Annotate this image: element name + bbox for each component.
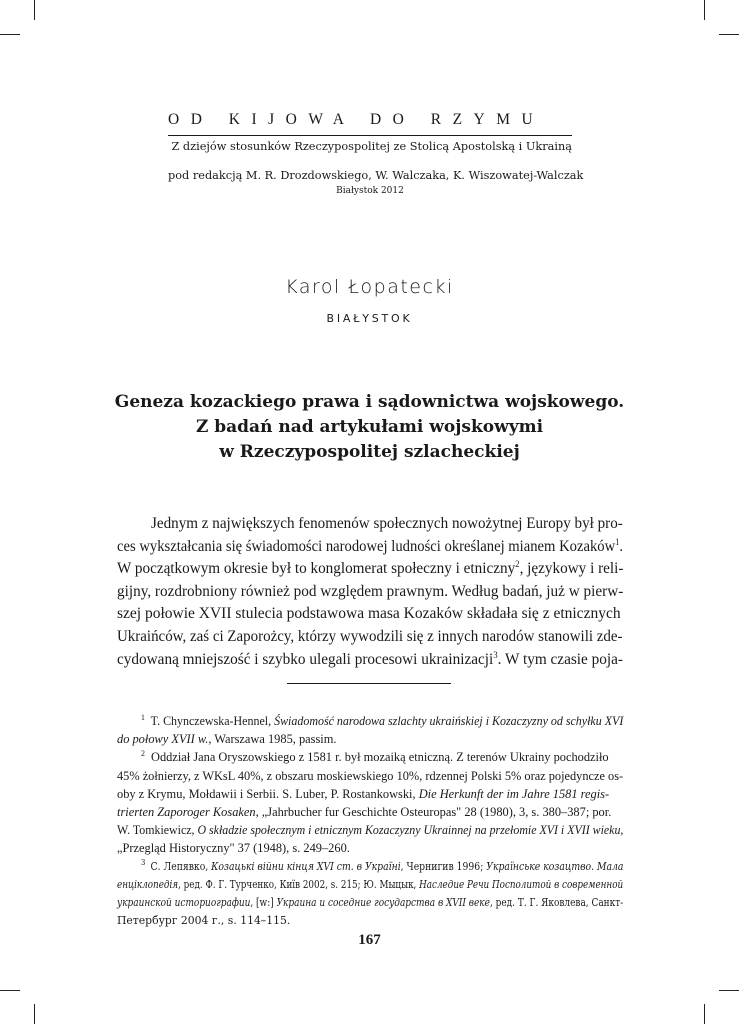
body-line: W początkowym okresie był to konglomerat społeczny i etniczny$^2$, językowy i reli- [117, 559, 624, 578]
body-line: Jednym z największych fenomenów społecznych nowożytnej Europy był pro- [151, 515, 623, 532]
footnotes [117, 712, 623, 930]
author-name: Karol Łopatecki [285, 276, 454, 298]
article-title-line: Geneza kozackiego prawa i sądownictwa wojskowego. [114, 392, 625, 412]
footnote-line: „Przegląd Historyczny" 37 (1948), s. 249–260. [117, 841, 350, 856]
page-number: 167 [358, 932, 381, 948]
footnote-line: W. Tomkiewicz, O składzie społecznym i etnicznym Kozaczyzny Ukrainnej na przełomie XVI i XVII wieku, [117, 823, 624, 838]
footnote-line: $^2$ Oddział Jana Oryszowskiego z 1581 r. był mozaiką etniczną. Z terenów Ukrainy pochodziło [141, 749, 609, 765]
article-title [80, 390, 659, 465]
body-line: cydowaną mniejszość i szybko ulegali procesowi ukrainizacji$^3$. W tym czasie poja- [117, 649, 623, 668]
footnote-line: украинской историографии, [w:] Украина и соседние государства в XVII веке, ред. Т. Г. Яковлева, Санкт- [117, 896, 624, 910]
series-title: OD KIJOWA DO RZYMU [168, 111, 545, 128]
footnote-line: $^3$ С. Лепявко, Козацькі війни кінця XVI ст. в Україні, Чернигив 1996; Українське козацтво. Мала [141, 858, 624, 873]
footnote-line: do połowy XVII w., Warszawa 1985, passim. [117, 732, 337, 747]
body-text [117, 513, 623, 671]
footnote-ref: 2 [515, 559, 520, 570]
body-line: szej połowie XVII stulecia podstawowa masa Kozaków składała się z etnicznych [117, 605, 621, 623]
footnote-separator [287, 683, 451, 684]
crop-mark [719, 990, 739, 991]
article-title-line: Z badań nad artykułami wojskowymi [195, 417, 544, 437]
crop-mark [34, 0, 35, 20]
crop-mark [0, 34, 20, 35]
editors-line: pod redakcją M. R. Drozdowskiego, W. Walczaka, K. Wiszowatej-Walczak [168, 169, 584, 182]
series-subtitle: Z dziejów stosunków Rzeczypospolitej ze Stolicą Apostolską i Ukrainą [171, 140, 572, 153]
crop-mark [704, 0, 705, 20]
crop-mark [704, 1004, 705, 1024]
author-affiliation: BIAŁYSTOK [326, 312, 413, 325]
footnote-ref: 3 [493, 649, 498, 660]
series-rule [168, 135, 572, 136]
series-header [168, 110, 584, 196]
place-year: Białystok 2012 [336, 186, 404, 196]
footnote-ref: 1 [615, 536, 620, 547]
footnote-line: 45% żołnierzy, z WKsL 40%, z obszaru moskiewskiego 10%, rdzennej Polski 5% oraz pojedyncze os- [117, 768, 624, 783]
footnote-line: енціклопедія, ред. Ф. Г. Турченко, Київ 2002, s. 215; Ю. Мыцык, Наследие Речи Посполитой в современной [117, 877, 624, 891]
body-line: gijny, rozdrobniony również pod względem prawnym. Według badań, już w pierw- [117, 582, 624, 600]
body-line: ces wykształcania się świadomości narodowej ludności określanej mianem Kozaków$^1$. [117, 536, 624, 555]
footnote-line: $^1$ T. Chynczewska-Hennel, Świadomość narodowa szlachty ukraińskiej i Kozaczyzny od schyłku XVI [141, 712, 624, 728]
article-title-line: w Rzeczypospolitej szlacheckiej [219, 442, 520, 462]
footnote-line: oby z Krymu, Mołdawii i Serbii. S. Luber, P. Rostankowski, Die Herkunft der im Jahre 1581 regis- [117, 786, 610, 801]
crop-mark [719, 34, 739, 35]
crop-mark [34, 1004, 35, 1024]
footnote-line: Петербург 2004 г., s. 114–115. [117, 914, 291, 928]
footnote-line: trierten Zaporoger Kosaken, „Jahrbucher fur Geschichte Osteuropas" 28 (1980), 3, s. 380–387; por. [117, 805, 612, 820]
body-line: Ukraińców, zaś ci Zaporożcy, którzy wywodzili się z innych narodów stanowili zde- [117, 627, 623, 645]
crop-mark [0, 990, 20, 991]
